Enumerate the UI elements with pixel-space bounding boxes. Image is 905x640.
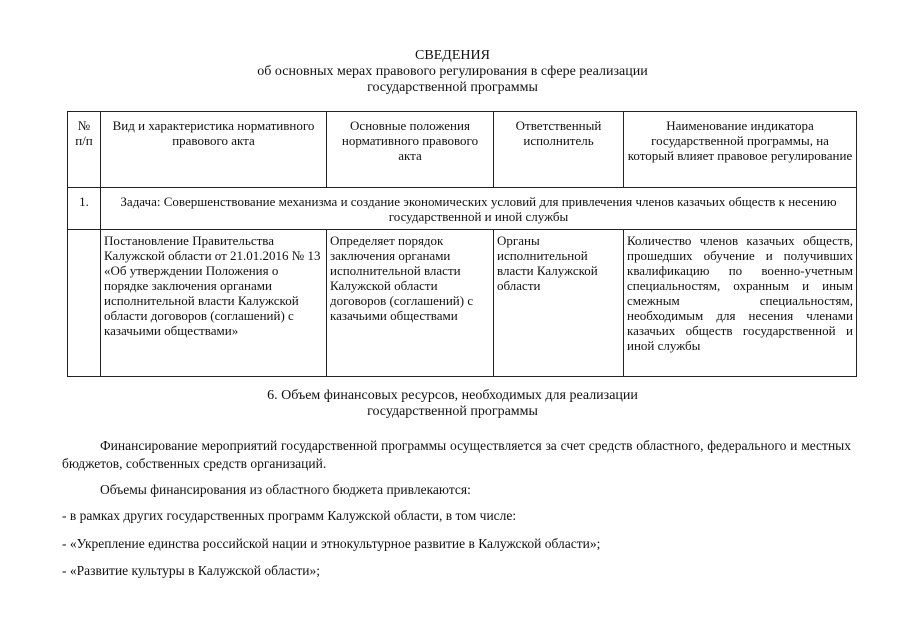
task-number: 1. [68, 188, 101, 230]
table-row [68, 230, 857, 377]
column-header-executor: Ответственный исполнитель [494, 112, 624, 188]
table-header-row [68, 112, 857, 188]
financing-paragraph: Финансирование мероприятий государственной программы осуществляется за счет средств областного, федерального и местных бюджетов, собственных средств организаций. [62, 438, 851, 471]
regional-budget-paragraph: Объемы финансирования из областного бюджета привлекаются: [100, 482, 471, 497]
column-header-act: Вид и характеристика нормативного правового акта [101, 112, 327, 188]
table-row-task [68, 188, 857, 230]
section-title-line2: государственной программы [367, 404, 538, 419]
provisions-cell: Определяет порядок заключения органами исполнительной власти Калужской области договоров (соглашений) с казачьими обществами [327, 230, 494, 377]
document-subtitle-line1: об основных мерах правового регулирования в сфере реализации [257, 64, 648, 79]
row-number-cell [68, 230, 101, 377]
list-item: - «Развитие культуры в Калужской области»; [62, 563, 321, 578]
section-title-line1: 6. Объем финансовых ресурсов, необходимых для реализации [267, 388, 638, 403]
column-header-number: № п/п [68, 112, 101, 188]
column-header-indicator: Наименование индикатора государственной программы, на который влияет правовое регулирование [624, 112, 857, 188]
task-text: Задача: Совершенствование механизма и создание экономических условий для привлечения членов казачьих обществ к несению государственной и иной службы [101, 188, 857, 230]
column-header-provisions: Основные положения нормативного правового акта [327, 112, 494, 188]
indicator-cell: Количество членов казачьих обществ, прошедших обучение и получивших квалификацию по военно-учетным специальностям, охранным и иным смежным специальностям, необходимым для несения членами казачьих обществ государственной и иной службы [624, 230, 857, 377]
document-subtitle-line2: государственной программы [367, 80, 538, 95]
executor-cell: Органы исполнительной власти Калужской области [494, 230, 624, 377]
list-item: - в рамках других государственных программ Калужской области, в том числе: [62, 508, 517, 523]
act-cell: Постановление Правительства Калужской области от 21.01.2016 № 13 «Об утверждении Положения о порядке заключения органами исполнительной власти Калужской области договоров (соглашений) с казачьими обществами» [101, 230, 327, 377]
legal-measures-table [67, 111, 857, 377]
document-title: СВЕДЕНИЯ [415, 48, 490, 63]
list-item: - «Укрепление единства российской нации и этнокультурное развитие в Калужской области»; [62, 536, 601, 551]
